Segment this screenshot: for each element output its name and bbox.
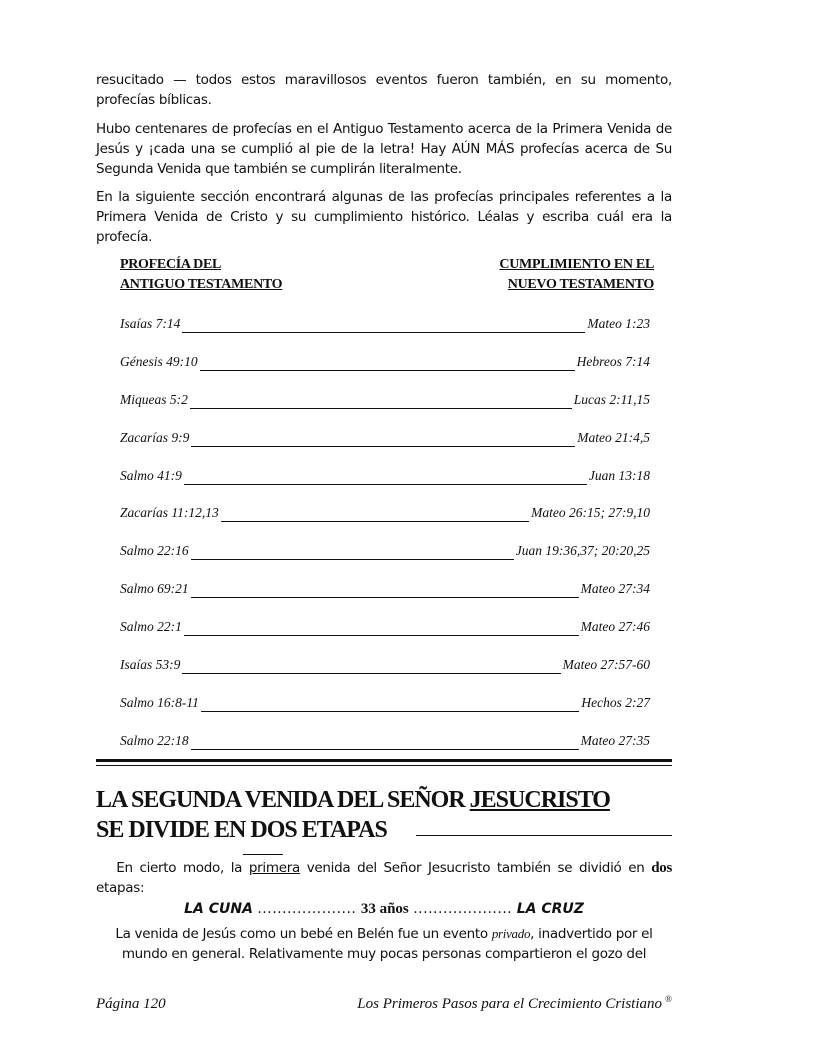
p5-after: , inadvertido por el mundo en general. Relativamente muy pocas personas compartieron el gozo del <box>121 926 653 962</box>
answer-blank-line[interactable] <box>182 673 561 674</box>
section-title-part2: JESUCRISTO <box>469 787 610 813</box>
section-divider-thick <box>96 759 672 762</box>
cruz-label: LA CRUZ <box>516 901 584 917</box>
answer-blank-line[interactable] <box>191 559 514 560</box>
p4-before: En cierto modo, la <box>116 860 249 876</box>
page-number: Página 120 <box>96 996 166 1012</box>
right-column-header <box>434 255 654 295</box>
nt-reference: Mateo 26:15; 27:9,10 <box>531 505 650 521</box>
left-column-header <box>120 255 340 295</box>
answer-blank-line[interactable] <box>184 484 587 485</box>
paragraph-instructions: En la siguiente sección encontrará algunas de las profecías principales referentes a la Primera Venida de Cristo y su cumplimiento histórico. Léalas y escriba cuál era la profecía. <box>96 189 672 245</box>
table-row <box>120 539 650 577</box>
table-row <box>120 653 650 691</box>
section-title-part1: LA SEGUNDA VENIDA DEL SEÑOR <box>96 787 470 813</box>
answer-blank-line[interactable] <box>200 370 575 371</box>
answer-blank-line[interactable] <box>190 408 572 409</box>
answer-blank-line[interactable] <box>191 446 575 447</box>
ot-reference: Salmo 16:8-11 <box>120 694 199 710</box>
p4-after: etapas: <box>96 880 145 896</box>
nt-reference: Mateo 21:4,5 <box>577 429 650 445</box>
table-row <box>120 615 650 653</box>
nt-reference: Mateo 27:34 <box>580 581 650 597</box>
table-row <box>120 691 650 729</box>
dots-right: .................... <box>413 901 513 917</box>
section-title <box>96 785 672 845</box>
years-label: 33 años <box>360 901 409 917</box>
left-header-line-1: PROFECÍA DEL <box>120 257 222 272</box>
ot-reference: Salmo 22:18 <box>120 732 189 748</box>
table-row <box>120 350 650 388</box>
nt-reference: Mateo 27:35 <box>580 732 650 748</box>
paragraph-birth <box>96 924 672 964</box>
page-footer <box>96 996 672 1020</box>
p4-middle: venida del Señor Jesucristo también se dividió en <box>299 860 652 876</box>
ot-reference: Salmo 41:9 <box>120 467 182 483</box>
ot-reference: Salmo 22:1 <box>120 619 182 635</box>
section-title-line2: SE DIVIDE EN DOS ETAPAS <box>96 817 387 843</box>
table-row <box>120 426 650 464</box>
section-divider-thin <box>96 765 672 766</box>
table-row <box>120 501 650 539</box>
table-row <box>120 312 650 350</box>
ot-reference: Zacarías 11:12,13 <box>120 505 219 521</box>
right-header-line-1: CUMPLIMIENTO EN EL <box>499 257 654 272</box>
nt-reference: Mateo 27:57-60 <box>562 657 650 673</box>
book-title: Los Primeros Pasos para el Crecimiento Cristiano <box>357 996 662 1012</box>
nt-reference: Juan 19:36,37; 20:20,25 <box>515 543 650 559</box>
ot-reference: Zacarías 9:9 <box>120 429 190 445</box>
ot-reference: Salmo 22:16 <box>120 543 189 559</box>
paragraph-prophecies: Hubo centenares de profecías en el Antiguo Testamento acerca de la Primera Venida de Jesús y ¡cada una se cumplió al pie de la letra! Hay AÚN MÁS profecías acerca de Su Segunda Venida que también se cumplirán literalmente. <box>96 121 672 177</box>
nt-reference: Hebreos 7:14 <box>576 353 650 369</box>
ot-reference: Isaías 7:14 <box>120 316 181 331</box>
nt-reference: Hechos 2:27 <box>581 694 650 710</box>
ot-reference: Génesis 49:10 <box>120 353 198 369</box>
p5-before: La venida de Jesús como un bebé en Belén fue un evento <box>115 926 492 942</box>
answer-blank-line[interactable] <box>191 597 579 598</box>
nt-reference: Mateo 1:23 <box>587 316 650 331</box>
nt-reference: Juan 13:18 <box>588 467 650 483</box>
short-rule <box>243 854 283 855</box>
left-header-line-2: ANTIGUO TESTAMENTO <box>120 277 283 292</box>
nt-reference: Lucas 2:11,15 <box>573 391 650 407</box>
answer-blank-line[interactable] <box>221 521 529 522</box>
p4-underlined: primera <box>248 860 300 876</box>
ot-reference: Isaías 53:9 <box>120 657 181 673</box>
table-row <box>120 464 650 502</box>
right-header-line-2: NUEVO TESTAMENTO <box>507 277 654 292</box>
paragraph-two-stages <box>96 858 672 898</box>
document-page <box>96 0 672 1056</box>
table-row <box>120 388 650 426</box>
cuna-cruz-line <box>96 898 672 920</box>
answer-blank-line[interactable] <box>191 749 579 750</box>
p4-bold: dos <box>651 860 672 876</box>
answer-blank-line[interactable] <box>182 332 585 333</box>
dots-left: .................... <box>257 901 357 917</box>
answer-blank-line[interactable] <box>201 711 579 712</box>
ot-reference: Salmo 69:21 <box>120 581 189 597</box>
prophecy-table <box>120 312 650 767</box>
table-row <box>120 577 650 615</box>
registered-mark: ® <box>665 994 672 1004</box>
paragraph-intro: resucitado — todos estos maravillosos eventos fueron también, en su momento, profecías bíblicas. <box>96 72 672 108</box>
p5-italic: privado <box>491 926 531 941</box>
ot-reference: Miqueas 5:2 <box>120 391 188 407</box>
answer-blank-line[interactable] <box>184 635 579 636</box>
title-underline-rule <box>416 835 672 836</box>
nt-reference: Mateo 27:46 <box>580 619 650 635</box>
cuna-label: LA CUNA <box>184 901 253 917</box>
